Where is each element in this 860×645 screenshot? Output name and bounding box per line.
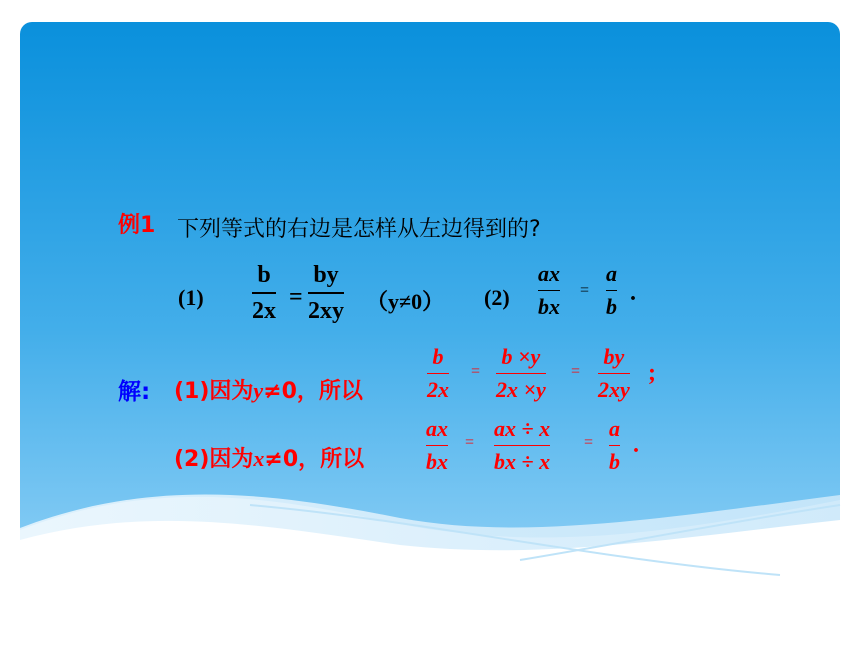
solution2-fraction-3 <box>609 418 620 473</box>
solution1-fraction-2 <box>496 346 546 401</box>
problem1-right-fraction <box>308 263 344 323</box>
problem2-period: . <box>630 280 636 306</box>
fraction-numerator: ax <box>426 416 448 441</box>
solution2-fraction-2 <box>494 418 550 473</box>
solution1-fraction-3 <box>598 346 630 401</box>
question-text: 下列等式的右边是怎样从左边得到的? <box>177 217 541 242</box>
solution1-variable: y <box>253 378 264 403</box>
problem1-left-fraction <box>252 263 276 323</box>
fraction-numerator: b <box>432 344 444 369</box>
fraction-numerator: a <box>606 261 617 286</box>
fraction-numerator: ax <box>538 261 560 286</box>
fraction-denominator: 2x ×y <box>496 377 546 402</box>
page-white-bottom <box>0 585 860 645</box>
fraction-denominator: bx ÷ x <box>494 449 551 474</box>
equals-sign: = <box>471 363 481 380</box>
fraction-denominator: 2xy <box>308 298 344 324</box>
solution1-condition: ≠0，所以 <box>263 379 363 404</box>
problem2-left-fraction <box>538 263 560 318</box>
solution1-text <box>174 374 363 405</box>
fraction-denominator: 2xy <box>598 377 630 402</box>
fraction-numerator: ax ÷ x <box>494 416 551 441</box>
solution-label: 解: <box>118 379 151 405</box>
fraction-numerator: a <box>609 416 620 441</box>
fraction-denominator: bx <box>538 294 560 319</box>
solution2-prefix: (2)因为 <box>174 447 254 472</box>
solution2-condition: ≠0，所以 <box>264 447 365 472</box>
example-label: 例1 <box>118 213 156 238</box>
fraction-numerator: b ×y <box>501 344 541 369</box>
fraction-denominator: 2x <box>427 377 449 402</box>
fraction-denominator: 2x <box>252 298 276 324</box>
solution2-text <box>174 442 364 473</box>
solution1-prefix: (1)因为 <box>174 379 254 404</box>
fraction-numerator: by <box>313 262 339 288</box>
solution1-fraction-1 <box>427 346 449 401</box>
problem2-right-fraction <box>606 263 617 318</box>
equals-sign: = <box>289 284 303 310</box>
solution2-period: . <box>633 432 639 458</box>
equals-sign: = <box>571 363 581 380</box>
problem2-index: (2) <box>484 285 510 310</box>
problem1-condition: （y≠0） <box>366 289 445 314</box>
equals-sign: = <box>580 282 590 299</box>
solution1-semicolon: ; <box>648 360 656 386</box>
fraction-denominator: b <box>606 294 617 319</box>
fraction-numerator: by <box>603 344 625 369</box>
solution2-fraction-1 <box>426 418 448 473</box>
problem1-index: (1) <box>178 285 204 310</box>
equals-sign: = <box>584 434 594 451</box>
fraction-denominator: b <box>609 449 620 474</box>
fraction-numerator: b <box>257 262 271 288</box>
fraction-denominator: bx <box>426 449 448 474</box>
solution2-variable: x <box>253 446 265 471</box>
equals-sign: = <box>465 434 475 451</box>
